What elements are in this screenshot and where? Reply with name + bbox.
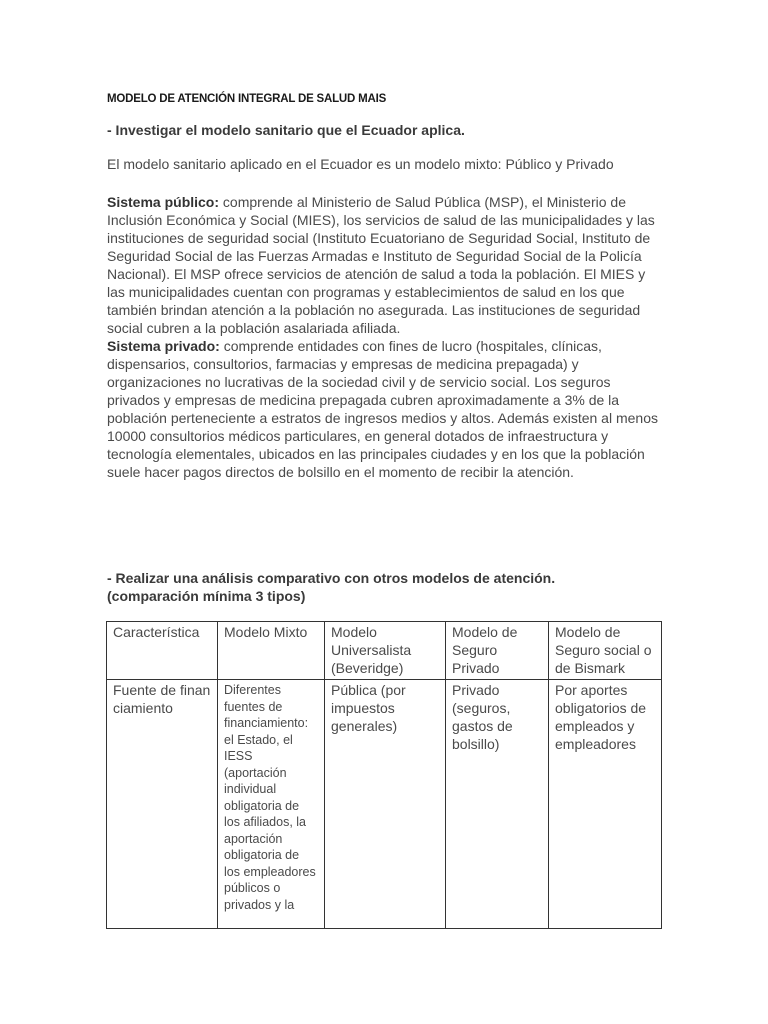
question-2-heading: - Realizar una análisis comparativo con otros modelos de atención. (comparación mínima 3 tipos)	[107, 570, 556, 604]
header-cell-seguro-privado: Modelo de Seguro Privado	[446, 622, 549, 680]
comparison-table	[106, 621, 662, 929]
document-title: MODELO DE ATENCIÓN INTEGRAL DE SALUD MAIS	[107, 93, 387, 105]
private-system-label: Sistema privado:	[107, 338, 220, 354]
public-system-paragraph	[107, 193, 667, 337]
table-row	[107, 680, 662, 929]
header-cell-mixto: Modelo Mixto	[218, 622, 325, 680]
header-cell-universalista: Modelo Universalista (Beveridge)	[325, 622, 446, 680]
question-1-heading: - Investigar el modelo sanitario que el Ecuador aplica.	[107, 122, 465, 138]
cell-seguro-privado-fuente: Privado (seguros, gastos de bolsillo)	[446, 680, 549, 929]
public-system-text: comprende al Ministerio de Salud Pública (MSP), el Ministerio de Inclusión Económica y Social (MIES), los servicios de salud de las municipalidades y las instituciones de seguridad social (Instituto Ecuatoriano de Seguridad Social, Instituto de Seguridad Social de las Fuerzas Armadas e Instituto de Seguridad Social de la Policía Nacional). El MSP ofrece servicios de atención de salud a toda la población. El MIES y las municipalidades cuentan con programas y establecimientos de salud en los que también brindan atención a la población no asegurada. Las instituciones de seguridad social cubren a la población asalariada afiliada.	[107, 194, 655, 336]
table-header-row	[107, 622, 662, 680]
cell-fuente-label: Fuente de financiamiento	[107, 680, 218, 929]
header-cell-bismark: Modelo de Seguro social o de Bismark	[549, 622, 662, 680]
cell-universalista-fuente: Pública (por impuestos generales)	[325, 680, 446, 929]
cell-mixto-fuente: Diferentes fuentes de financiamiento: el Estado, el IESS (aportación individual obligatoria de los afiliados, la aportación obligatoria de los empleadores públicos o privados y la	[218, 680, 325, 929]
systems-description	[107, 193, 667, 481]
private-system-paragraph	[107, 337, 667, 481]
public-system-label: Sistema público:	[107, 194, 220, 210]
intro-paragraph: El modelo sanitario aplicado en el Ecuador es un modelo mixto: Público y Privado	[107, 156, 614, 172]
header-cell-caracteristica: Característica	[107, 622, 218, 680]
cell-bismark-fuente: Por aportes obligatorios de empleados y empleadores	[549, 680, 662, 929]
private-system-text: comprende entidades con fines de lucro (hospitales, clínicas, dispensarios, consultorios, farmacias y empresas de medicina prepagada) y organizaciones no lucrativas de la sociedad civil y de servicio social. Los seguros privados y empresas de medicina prepagada cubren aproximadamente a 3% de la población perteneciente a estratos de ingresos medios y altos. Además existen al menos 10000 consultorios médicos particulares, en general dotados de infraestructura y tecnología elementales, ubicados en las principales ciudades y en los que la población suele hacer pagos directos de bolsillo en el momento de recibir la atención.	[107, 338, 658, 480]
